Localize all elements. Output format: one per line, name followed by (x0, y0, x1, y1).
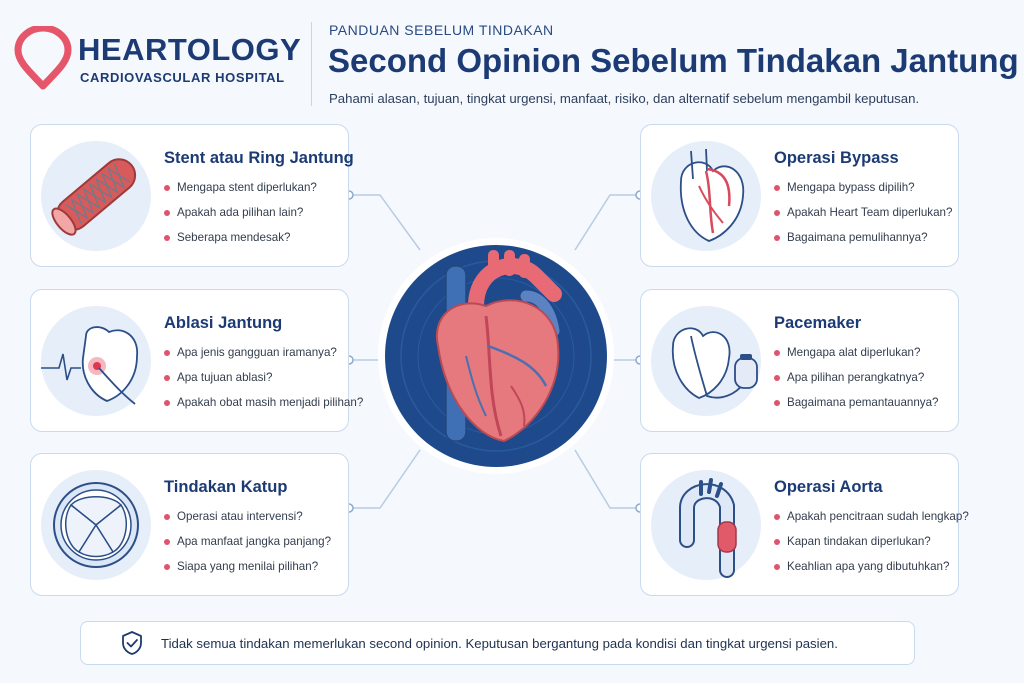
central-heart-illustration (376, 236, 616, 476)
bullet-dot (774, 350, 780, 356)
list-item (774, 535, 969, 560)
card-title: Operasi Aorta (774, 478, 883, 496)
list-item (164, 371, 363, 396)
card-title: Operasi Bypass (774, 149, 899, 167)
list-item (774, 206, 952, 231)
list-item-text: Siapa yang menilai pilihan? (177, 560, 319, 573)
disclaimer-text: Tidak semua tindakan memerlukan second opinion. Keputusan bergantung pada kondisi dan tingkat urgensi pasien. (161, 636, 838, 651)
bullet-dot (164, 514, 170, 520)
question-list (164, 346, 363, 421)
question-list (164, 181, 317, 256)
card-title: Stent atau Ring Jantung (164, 149, 354, 167)
list-item (774, 231, 952, 256)
bullet-dot (774, 235, 780, 241)
page-title: Second Opinion Sebelum Tindakan Jantung (328, 42, 1019, 79)
shield-check-icon (121, 631, 143, 655)
list-item (774, 396, 938, 421)
question-list (774, 181, 952, 256)
list-item (164, 510, 331, 535)
list-item-text: Apa manfaat jangka panjang? (177, 535, 332, 548)
bullet-dot (164, 210, 170, 216)
card-ablasi[interactable] (30, 289, 364, 432)
list-item-text: Apakah Heart Team diperlukan? (787, 206, 953, 219)
bullet-dot (164, 350, 170, 356)
question-list (774, 510, 969, 585)
bullet-dot (164, 564, 170, 570)
list-item-text: Keahlian apa yang dibutuhkan? (787, 560, 950, 573)
brand-name: HEARTOLOGY (78, 32, 302, 67)
list-item-text: Apa jenis gangguan iramanya? (177, 346, 337, 359)
list-item-text: Kapan tindakan diperlukan? (787, 535, 931, 548)
list-item (164, 560, 331, 585)
list-item-text: Bagaimana pemantauannya? (787, 396, 939, 409)
bullet-dot (164, 235, 170, 241)
list-item (164, 535, 331, 560)
heart-icon (376, 236, 616, 476)
list-item-text: Bagaimana pemulihannya? (787, 231, 928, 244)
list-item-text: Mengapa stent diperlukan? (177, 181, 317, 194)
list-item (774, 181, 952, 206)
list-item (774, 371, 938, 396)
list-item (774, 346, 938, 371)
list-item-text: Mengapa alat diperlukan? (787, 346, 921, 359)
card-aorta[interactable] (640, 453, 969, 596)
bullet-dot (164, 539, 170, 545)
list-item-text: Operasi atau intervensi? (177, 510, 303, 523)
list-item-text: Seberapa mendesak? (177, 231, 291, 244)
bypass-heart-icon (651, 141, 761, 251)
bullet-dot (164, 375, 170, 381)
disclaimer-note (80, 621, 915, 665)
bullet-dot (774, 185, 780, 191)
question-list (164, 510, 331, 585)
list-item-text: Apakah ada pilihan lain? (177, 206, 304, 219)
bullet-dot (164, 400, 170, 406)
bullet-dot (164, 185, 170, 191)
card-katup[interactable] (30, 453, 349, 596)
card-title: Pacemaker (774, 314, 862, 332)
pacemaker-icon (651, 306, 761, 416)
card-pacemaker[interactable] (640, 289, 959, 432)
card-title: Tindakan Katup (164, 478, 288, 496)
list-item (164, 181, 317, 206)
bullet-dot (774, 375, 780, 381)
bullet-dot (774, 400, 780, 406)
bullet-dot (774, 514, 780, 520)
list-item-text: Apa tujuan ablasi? (177, 371, 273, 384)
question-list (774, 346, 938, 421)
ablation-icon (41, 306, 151, 416)
heart-valve-icon (41, 470, 151, 580)
list-item (164, 231, 317, 256)
list-item (774, 560, 969, 585)
page-kicker: PANDUAN SEBELUM TINDAKAN (329, 22, 554, 38)
list-item-text: Apa pilihan perangkatnya? (787, 371, 925, 384)
list-item (774, 510, 969, 535)
page-subtitle: Pahami alasan, tujuan, tingkat urgensi, manfaat, risiko, dan alternatif sebelum mengambil keputusan. (329, 91, 920, 106)
card-title: Ablasi Jantung (164, 314, 283, 332)
list-item (164, 346, 363, 371)
bullet-dot (774, 539, 780, 545)
stent-icon (41, 141, 151, 251)
aorta-icon (651, 470, 761, 580)
list-item-text: Apakah pencitraan sudah lengkap? (787, 510, 969, 523)
card-bypass[interactable] (640, 124, 959, 267)
list-item-text: Apakah obat masih menjadi pilihan? (177, 396, 364, 409)
brand-tagline: CARDIOVASCULAR HOSPITAL (80, 70, 285, 85)
card-stent[interactable] (30, 124, 354, 267)
list-item-text: Mengapa bypass dipilih? (787, 181, 915, 194)
bullet-dot (774, 564, 780, 570)
list-item (164, 396, 363, 421)
bullet-dot (774, 210, 780, 216)
list-item (164, 206, 317, 231)
